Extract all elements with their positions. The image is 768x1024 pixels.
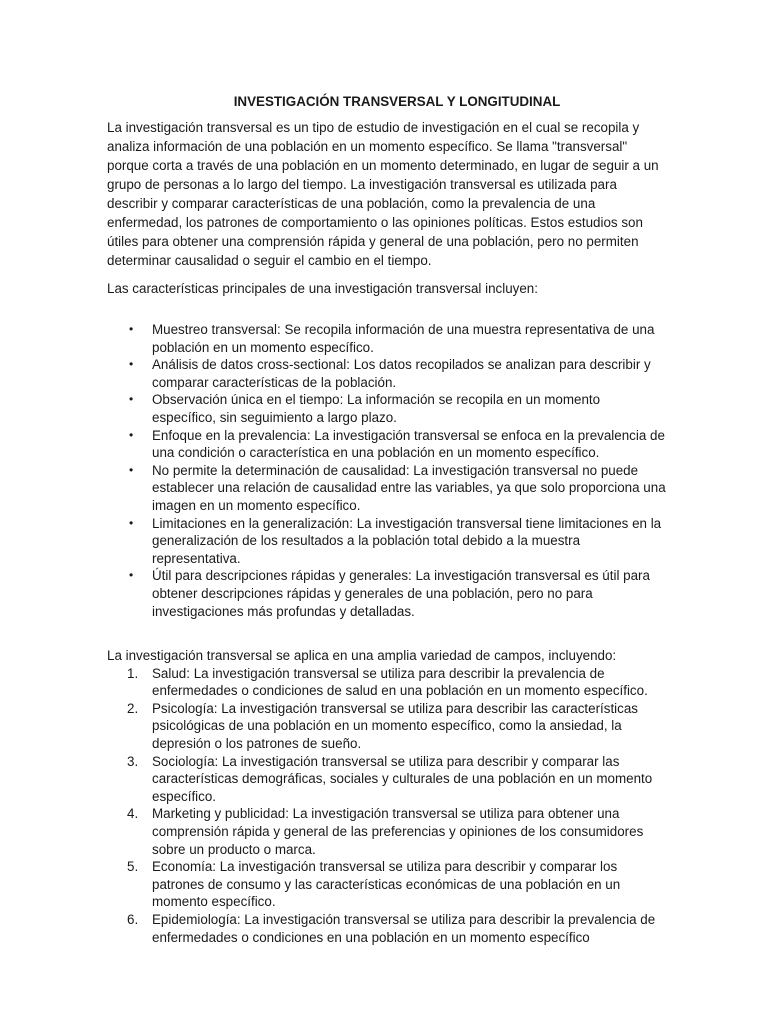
item-number: 5. (127, 859, 139, 875)
characteristics-intro: Las características principales de una investigación transversal incluyen: (107, 281, 538, 296)
list-item (107, 567, 667, 620)
item-number: 4. (127, 806, 139, 822)
bullet-icon: • (129, 515, 134, 530)
bullet-icon: • (129, 322, 134, 336)
list-item-text: No permite la determinación de causalidad: La investigación transversal no puede establecer una relación de causalidad entre las variables, ya que solo proporciona una imagen en un momento específico. (152, 462, 666, 513)
characteristics-list (107, 321, 667, 620)
list-item (107, 356, 667, 391)
list-item-text: Sociología: La investigación transversal se utiliza para describir y comparar las características demográficas, sociales y culturales de una población en un momento específico. (152, 753, 653, 804)
list-item-text: Epidemiología: La investigación transversal se utiliza para describir la prevalencia de enfermedades o condiciones en una población en un momento específico (152, 912, 656, 945)
list-item (107, 321, 667, 356)
list-item (107, 805, 667, 858)
bullet-icon: • (129, 568, 134, 583)
bullet-icon: • (129, 392, 134, 407)
list-item-text: Psicología: La investigación transversal se utiliza para describir las características psicológicas de una población en un momento específico, como la ansiedad, la depresión o los patrones de sueño. (152, 700, 638, 752)
document-title: INVESTIGACIÓN TRANSVERSAL Y LONGITUDINAL (233, 94, 561, 109)
list-item-text: Limitaciones en la generalización: La investigación transversal tiene limitaciones en la generalización de los resultados a la población total debido a la muestra representativa. (152, 515, 662, 566)
list-item-text: Muestreo transversal: Se recopila información de una muestra representativa de una población en un momento específico. (152, 322, 655, 355)
list-item-text: Útil para descripciones rápidas y generales: La investigación transversal es útil para obtener descripciones rápidas y generales de una población, pero no para investigaciones más profundas y detalladas. (152, 568, 650, 619)
item-number: 6. (127, 912, 139, 927)
list-item (107, 665, 667, 700)
document-body (107, 92, 667, 946)
list-item-text: Observación única en el tiempo: La información se recopila en un momento específico, sin seguimiento a largo plazo. (152, 392, 601, 425)
intro-paragraph: La investigación transversal es un tipo de estudio de investigación en el cual se recopila y analiza información de una población en un momento específico. Se llama "transversal" porque corta a través de una población en un momento determinado, en lugar de seguir a un grupo de personas a lo largo del tiempo. La investigación transversal es utilizada para describir y comparar características de una población, como la prevalencia de una enfermedad, los patrones de comportamiento o las opiniones políticas. Estos estudios son útiles para obtener una comprensión rápida y general de una población, pero no permiten determinar causalidad o seguir el cambio en el tiempo. (107, 120, 659, 268)
list-item (107, 753, 667, 806)
list-item (107, 391, 667, 426)
list-item-text: Enfoque en la prevalencia: La investigación transversal se enfoca en la prevalencia de una condición o característica en una población en un momento específico. (152, 427, 665, 461)
list-item (107, 427, 667, 462)
applications-list (107, 665, 667, 947)
applications-intro: La investigación transversal se aplica en una amplia variedad de campos, incluyendo: (107, 648, 617, 664)
item-number: 3. (127, 753, 139, 769)
item-number: 2. (127, 700, 139, 716)
list-item-text: Economía: La investigación transversal se utiliza para describir y comparar los patrones de consumo y las características económicas de una población en un momento específico. (152, 859, 621, 910)
list-item (107, 462, 667, 515)
list-item (107, 700, 667, 753)
bullet-icon: • (129, 462, 134, 477)
list-item (107, 858, 667, 911)
list-item-text: Análisis de datos cross-sectional: Los datos recopilados se analizan para describir y comparar características de la población. (152, 357, 651, 390)
item-number: 1. (127, 665, 139, 681)
list-item (107, 911, 667, 946)
bullet-icon: • (129, 427, 134, 442)
list-item-text: Salud: La investigación transversal se utiliza para describir la prevalencia de enfermedades o condiciones de salud en una población en un momento específico. (152, 665, 648, 699)
bullet-icon: • (129, 357, 134, 372)
list-item-text: Marketing y publicidad: La investigación transversal se utiliza para obtener una comprensión rápida y general de las preferencias y opiniones de los consumidores sobre un producto o marca. (152, 806, 644, 857)
list-item (107, 515, 667, 568)
